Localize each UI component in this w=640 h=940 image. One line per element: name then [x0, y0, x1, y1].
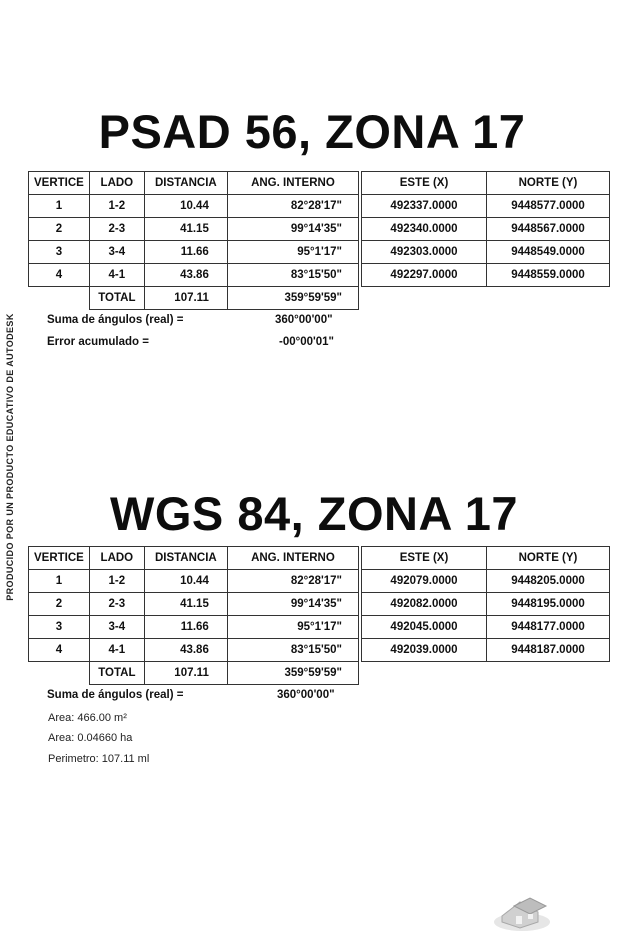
- cell-norte: 9448187.0000: [487, 639, 610, 662]
- header-vertice: VERTICE: [29, 547, 90, 570]
- header-ang-interno: ANG. INTERNO: [227, 547, 358, 570]
- coords-row: [362, 593, 610, 616]
- cell-este: 492039.0000: [362, 639, 487, 662]
- header-vertice: VERTICE: [29, 172, 90, 195]
- cell-angulo: 82°28'17": [227, 195, 358, 218]
- angles-table-psad56: [28, 171, 359, 310]
- suma-angulos-value: 360°00'00": [277, 689, 335, 701]
- table-row: [29, 593, 359, 616]
- autodesk-educational-watermark: PRODUCIDO POR UN PRODUCTO EDUCATIVO DE AUTODESK: [5, 313, 15, 601]
- coords-header-row: [362, 547, 610, 570]
- cell-norte: 9448195.0000: [487, 593, 610, 616]
- section-title-psad56: PSAD 56, ZONA 17: [98, 105, 526, 158]
- cell-norte: 9448205.0000: [487, 570, 610, 593]
- cell-vertice: 1: [29, 195, 90, 218]
- cell-lado: 3-4: [89, 241, 144, 264]
- area-m2: Area: 466.00 m²: [48, 712, 127, 724]
- cell-lado: 1-2: [89, 570, 144, 593]
- cell-este: 492297.0000: [362, 264, 487, 287]
- header-norte: NORTE (Y): [487, 172, 610, 195]
- coords-row: [362, 241, 610, 264]
- cell-norte: 9448549.0000: [487, 241, 610, 264]
- suma-angulos-label: Suma de ángulos (real) =: [47, 689, 184, 701]
- header-lado: LADO: [89, 547, 144, 570]
- cell-vertice: 4: [29, 264, 90, 287]
- cell-norte: 9448567.0000: [487, 218, 610, 241]
- section-title-wgs84: WGS 84, ZONA 17: [110, 487, 518, 540]
- total-angulo: 359°59'59": [227, 287, 358, 310]
- total-distancia: 107.11: [144, 662, 227, 685]
- cell-lado: 2-3: [89, 218, 144, 241]
- coords-table-psad56: [361, 171, 610, 287]
- header-este: ESTE (X): [362, 172, 487, 195]
- table-header-row: [29, 547, 359, 570]
- table-row: [29, 218, 359, 241]
- cell-distancia: 11.66: [144, 241, 227, 264]
- cell-este: 492079.0000: [362, 570, 487, 593]
- area-ha: Area: 0.04660 ha: [48, 732, 133, 744]
- header-este: ESTE (X): [362, 547, 487, 570]
- error-acumulado-label: Error acumulado =: [47, 336, 149, 348]
- cell-lado: 2-3: [89, 593, 144, 616]
- cell-angulo: 95°1'17": [227, 241, 358, 264]
- cell-angulo: 83°15'50": [227, 264, 358, 287]
- table-header-row: [29, 172, 359, 195]
- table-row: [29, 616, 359, 639]
- total-label: TOTAL: [89, 662, 144, 685]
- coords-row: [362, 570, 610, 593]
- cell-este: 492340.0000: [362, 218, 487, 241]
- cell-lado: 4-1: [89, 264, 144, 287]
- cell-lado: 4-1: [89, 639, 144, 662]
- cell-distancia: 10.44: [144, 570, 227, 593]
- angles-table-wgs84: [28, 546, 359, 685]
- cell-angulo: 99°14'35": [227, 218, 358, 241]
- perimetro: Perimetro: 107.11 ml: [48, 753, 150, 765]
- total-row: [29, 662, 359, 685]
- error-acumulado-value: -00°00'01": [279, 336, 334, 348]
- cell-distancia: 43.86: [144, 264, 227, 287]
- coords-row: [362, 218, 610, 241]
- coords-row: [362, 264, 610, 287]
- cell-vertice: 1: [29, 570, 90, 593]
- cell-norte: 9448559.0000: [487, 264, 610, 287]
- header-distancia: DISTANCIA: [144, 547, 227, 570]
- cell-norte: 9448177.0000: [487, 616, 610, 639]
- total-angulo: 359°59'59": [227, 662, 358, 685]
- coords-row: [362, 639, 610, 662]
- table-row: [29, 241, 359, 264]
- cell-distancia: 43.86: [144, 639, 227, 662]
- coords-row: [362, 616, 610, 639]
- suma-angulos-value: 360°00'00": [275, 314, 333, 326]
- table-row: [29, 570, 359, 593]
- table-row: [29, 195, 359, 218]
- total-row: [29, 287, 359, 310]
- cell-angulo: 99°14'35": [227, 593, 358, 616]
- cell-distancia: 41.15: [144, 218, 227, 241]
- cell-este: 492082.0000: [362, 593, 487, 616]
- cell-lado: 3-4: [89, 616, 144, 639]
- cell-este: 492045.0000: [362, 616, 487, 639]
- coords-row: [362, 195, 610, 218]
- cell-distancia: 11.66: [144, 616, 227, 639]
- coords-table-wgs84: [361, 546, 610, 662]
- house-logo-icon: [492, 892, 560, 934]
- header-ang-interno: ANG. INTERNO: [227, 172, 358, 195]
- header-lado: LADO: [89, 172, 144, 195]
- suma-angulos-label: Suma de ángulos (real) =: [47, 314, 184, 326]
- cell-lado: 1-2: [89, 195, 144, 218]
- cell-vertice: 3: [29, 616, 90, 639]
- total-label: TOTAL: [89, 287, 144, 310]
- total-distancia: 107.11: [144, 287, 227, 310]
- coords-header-row: [362, 172, 610, 195]
- header-distancia: DISTANCIA: [144, 172, 227, 195]
- table-row: [29, 639, 359, 662]
- header-norte: NORTE (Y): [487, 547, 610, 570]
- cell-distancia: 10.44: [144, 195, 227, 218]
- cell-distancia: 41.15: [144, 593, 227, 616]
- cell-norte: 9448577.0000: [487, 195, 610, 218]
- cell-angulo: 82°28'17": [227, 570, 358, 593]
- cell-este: 492303.0000: [362, 241, 487, 264]
- cell-angulo: 95°1'17": [227, 616, 358, 639]
- cell-angulo: 83°15'50": [227, 639, 358, 662]
- cell-vertice: 2: [29, 593, 90, 616]
- table-row: [29, 264, 359, 287]
- cell-vertice: 2: [29, 218, 90, 241]
- cell-este: 492337.0000: [362, 195, 487, 218]
- cell-vertice: 3: [29, 241, 90, 264]
- cell-vertice: 4: [29, 639, 90, 662]
